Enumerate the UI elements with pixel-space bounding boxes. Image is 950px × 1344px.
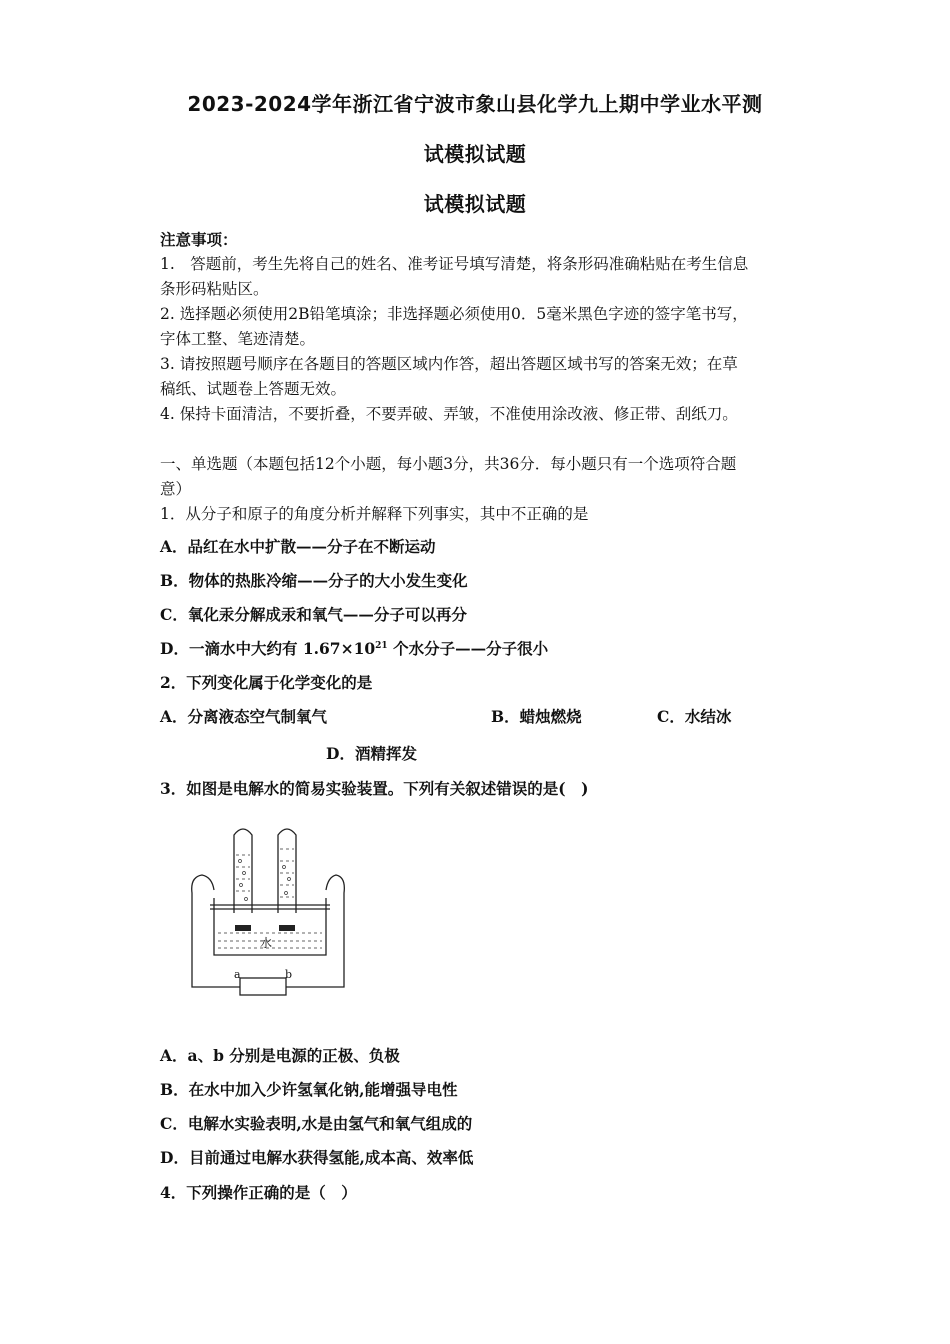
q1-option-b: B．物体的热胀冷缩——分子的大小发生变化: [160, 571, 468, 590]
q1-option-d-suffix: 个水分子——分子很小: [387, 639, 549, 658]
left-test-tube: [234, 829, 252, 913]
section-heading: 一、单选题（本题包括12个小题，每小题3分，共36分．每小题只有一个选项符合题: [160, 455, 737, 473]
page-title: 2023-2024学年浙江省宁波市象山县化学九上期中学业水平测: [187, 92, 763, 116]
q1-option-d-exponent: 21: [375, 640, 388, 651]
notice-item-2: 2. 选择题必须使用2B铅笔填涂；非选择题必须使用0．5毫米黑色字迹的签字笔书写，: [160, 305, 748, 323]
left-wire: [192, 875, 240, 987]
q1-option-c: C．氧化汞分解成汞和氧气——分子可以再分: [160, 605, 467, 624]
q1-option-d: [160, 637, 548, 659]
q4-stem: 4．下列操作正确的是（ ）: [160, 1183, 357, 1202]
q2-stem: 2．下列变化属于化学变化的是: [160, 673, 373, 692]
notice-item-3: 3. 请按照题号顺序在各题目的答题区域内作答，超出答题区域书写的答案无效；在草: [160, 355, 738, 373]
right-test-tube: [278, 829, 296, 913]
notice-item-4: 4. 保持卡面清洁，不要折叠，不要弄破、弄皱，不准使用涂改液、修正带、刮纸刀。: [160, 405, 738, 423]
q1-option-d-prefix: D．一滴水中大约有 1.67×10: [160, 639, 376, 658]
q2-option-b: B．蜡烛燃烧: [491, 707, 582, 726]
notice-item-1-cont: 条形码粘贴区。: [160, 280, 269, 298]
page-subtitle: 试模拟试题: [423, 192, 527, 216]
q1-option-a: A．品红在水中扩散——分子在不断运动: [160, 537, 436, 556]
q3-stem: 3．如图是电解水的简易实验装置。下列有关叙述错误的是( ): [160, 779, 589, 798]
right-electrode: [279, 925, 295, 931]
q3-option-b: B．在水中加入少许氢氧化钠,能增强导电性: [160, 1080, 458, 1099]
electrode-label-a: a: [234, 968, 241, 981]
q2-option-d: D．酒精挥发: [326, 744, 417, 763]
q3-option-a: A．a、b 分别是电源的正极、负极: [160, 1046, 400, 1065]
q2-option-a: A．分离液态空气制氧气: [160, 707, 328, 726]
notice-item-1: 1. 答题前，考生先将自己的姓名、准考证号填写清楚，将条形码准确粘贴在考生信息: [160, 255, 749, 273]
notice-item-3-cont: 稿纸、试题卷上答题无效。: [160, 380, 347, 398]
q3-option-d: D．目前通过电解水获得氢能,成本高、效率低: [160, 1148, 474, 1167]
section-heading-cont: 意）: [160, 480, 192, 498]
power-supply: [240, 978, 286, 995]
notice-item-2-cont: 字体工整、笔迹清楚。: [160, 330, 316, 348]
electrolysis-diagram: [180, 815, 350, 1000]
electrode-label-b: b: [285, 968, 293, 981]
q2-option-c: C．水结冰: [657, 707, 732, 726]
q3-option-c: C．电解水实验表明,水是由氢气和氧气组成的: [160, 1114, 473, 1133]
notice-heading: 注意事项：: [160, 230, 238, 249]
water-label: 水: [260, 936, 273, 950]
page-title-line2: 试模拟试题: [423, 142, 527, 166]
q1-stem: 1．从分子和原子的角度分析并解释下列事实，其中不正确的是: [160, 505, 589, 523]
left-electrode: [235, 925, 251, 931]
